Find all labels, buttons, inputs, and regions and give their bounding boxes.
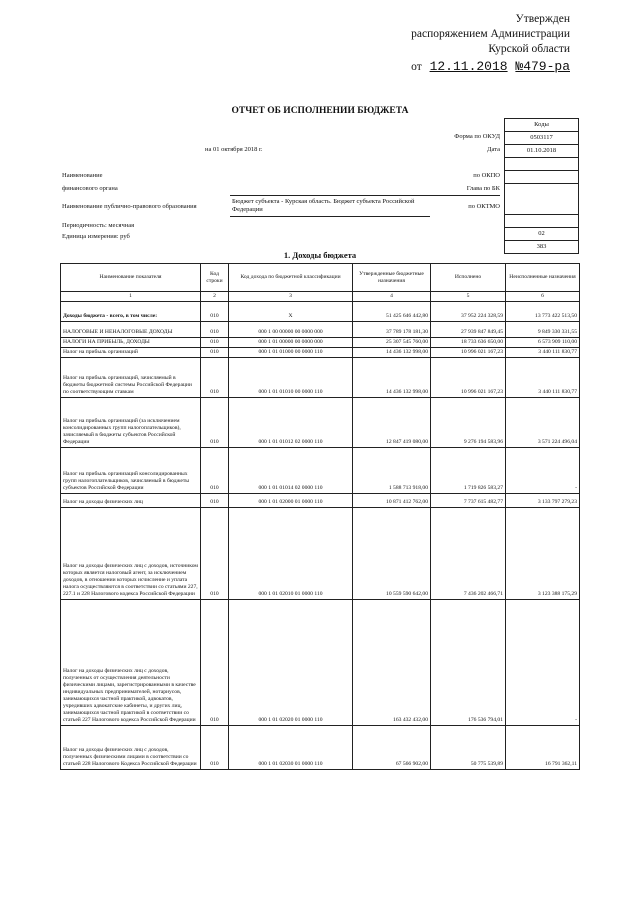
oktmo-value — [505, 184, 578, 215]
row-executed: 50 775 539,89 — [431, 726, 506, 770]
approval-date-line — [350, 59, 570, 75]
row-unexecuted: 3 123 388 175,29 — [506, 508, 580, 600]
row-executed: 27 939 847 849,45 — [431, 322, 506, 338]
row-approved: 51 425 646 442,80 — [353, 302, 431, 322]
col-num-3: 3 — [229, 292, 353, 302]
row-name: Налог на доходы физических лиц — [61, 494, 201, 508]
table-row — [61, 398, 580, 448]
row-code: 000 1 01 00000 00 0000 000 — [229, 338, 353, 348]
row-approved: 25 307 545 760,00 — [353, 338, 431, 348]
row-executed: 7 737 615 482,77 — [431, 494, 506, 508]
row-code: 000 1 01 02000 01 0000 110 — [229, 494, 353, 508]
row-approved: 163 432 432,00 — [353, 600, 431, 726]
approval-date: 12.11.2018 — [429, 59, 508, 74]
row-unexecuted: 16 791 362,11 — [506, 726, 580, 770]
row-unexecuted: 3 440 111 830,77 — [506, 358, 580, 398]
row-line: 010 — [201, 494, 229, 508]
date-label: Дата — [487, 146, 500, 153]
row-name: Доходы бюджета - всего, в том числе: — [61, 302, 201, 322]
row-approved: 1 588 713 918,00 — [353, 448, 431, 494]
bk-label: Глава по БК — [466, 185, 500, 192]
row-name: Налог на доходы физических лиц с доходов, полученных от осуществления деятельности физическими лицами, зарегистрированными в качестве индивидуальных предпринимателей, нотариусов, занимающихся частной практикой, адвокатов, учредивших адвокатские кабинеты, и других лиц, занимающихся частной практикой в соответствии со статьей 227 Налогового кодекса Российской Федерации — [61, 600, 201, 726]
approval-line-3: Курской области — [488, 43, 570, 55]
row-unexecuted: 13 773 422 513,50 — [506, 302, 580, 322]
row-executed: 37 952 224 328,59 — [431, 302, 506, 322]
col-num-1: 1 — [61, 292, 201, 302]
table-row — [61, 494, 580, 508]
row-unexecuted: 3 133 797 279,23 — [506, 494, 580, 508]
approval-line-2: распоряжением Администрации — [411, 28, 570, 40]
row-name: Налог на доходы физических лиц с доходов, полученных физическими лицами в соответствии со статьей 228 Налогового Кодекса Российской Федерации — [61, 726, 201, 770]
pp-value: Бюджет субъекта - Курская область. Бюджет субъекта Российской Федерации — [232, 198, 415, 213]
table-header-row — [61, 264, 580, 292]
row-line: 010 — [201, 302, 229, 322]
unit-label: Единица измерения: руб — [62, 233, 130, 240]
row-code: 000 1 01 01010 00 0000 110 — [229, 358, 353, 398]
row-unexecuted: 9 849 330 331,55 — [506, 322, 580, 338]
col-header-name: Наименование показателя — [61, 264, 201, 292]
row-unexecuted: - — [506, 448, 580, 494]
row-line: 010 — [201, 508, 229, 600]
row-name: Налог на доходы физических лиц с доходов, источником которых является налоговый агент, за исключением доходов, в отношении которых исчисление и уплата налога осуществляются в соответствии со статьями 227, 227.1 и 228 Налогового кодекса Российской Федерации — [61, 508, 201, 600]
row-line: 010 — [201, 600, 229, 726]
row-line: 010 — [201, 348, 229, 358]
pp-underline — [230, 216, 430, 217]
name-label-1: Наименование — [62, 172, 103, 179]
row-code: 000 1 01 01000 00 0000 110 — [229, 348, 353, 358]
row-approved: 10 559 590 642,00 — [353, 508, 431, 600]
row-code: 000 1 01 01012 02 0000 110 — [229, 398, 353, 448]
section-title: 1. Доходы бюджета — [283, 250, 357, 260]
row-name: Налог на прибыль организаций консолидированных групп налогоплательщиков, зачисляемый в бюджеты субъектов Российской Федерации — [61, 448, 201, 494]
table-number-row — [61, 292, 580, 302]
table-row — [61, 302, 580, 322]
row-approved: 37 789 178 181,30 — [353, 322, 431, 338]
row-unexecuted: 3 571 224 496,04 — [506, 398, 580, 448]
okud-label: Форма по ОКУД — [454, 133, 500, 140]
row-unexecuted: 6 573 909 110,00 — [506, 338, 580, 348]
row-executed: 9 276 194 583,96 — [431, 398, 506, 448]
row-line: 010 — [201, 448, 229, 494]
row-approved: 14 436 132 998,00 — [353, 348, 431, 358]
row-code: 000 1 01 02030 01 0000 110 — [229, 726, 353, 770]
row-name: Налог на прибыль организаций (за исключением консолидированных групп налогоплательщиков), зачисляемый в бюджеты субъектов Российской Федерации — [61, 398, 201, 448]
row-approved: 14 436 132 998,00 — [353, 358, 431, 398]
okud-value: 0503117 — [505, 132, 578, 145]
row-name: Налог на прибыль организаций — [61, 348, 201, 358]
col-num-5: 5 — [431, 292, 506, 302]
table-row — [61, 448, 580, 494]
col-header-code: Код дохода по бюджетной классификации — [229, 264, 353, 292]
row-code: 000 1 00 00000 00 0000 000 — [229, 322, 353, 338]
row-name: НАЛОГИ НА ПРИБЫЛЬ, ДОХОДЫ — [61, 338, 201, 348]
row-unexecuted: - — [506, 600, 580, 726]
periodicity-code: 02 — [505, 228, 578, 241]
income-table — [60, 263, 580, 770]
approval-line-1: Утвержден — [515, 13, 570, 25]
row-approved: 67 566 902,00 — [353, 726, 431, 770]
row-line: 010 — [201, 398, 229, 448]
row-executed: 7 436 202 466,71 — [431, 508, 506, 600]
row-line: 010 — [201, 322, 229, 338]
table-row — [61, 726, 580, 770]
row-executed: 1 719 826 583,27 — [431, 448, 506, 494]
row-unexecuted: 3 440 111 830,77 — [506, 348, 580, 358]
row-executed: 10 996 021 167,23 — [431, 358, 506, 398]
row-code: X — [229, 302, 353, 322]
date-value: 01.10.2018 — [505, 145, 578, 158]
unit-code: 383 — [536, 243, 547, 250]
bk-value — [505, 171, 578, 184]
pp-label: Наименование публично-правового образования — [62, 203, 197, 210]
row-executed: 10 996 021 167,23 — [431, 348, 506, 358]
row-line: 010 — [201, 338, 229, 348]
table-row — [61, 358, 580, 398]
row-name: НАЛОГОВЫЕ И НЕНАЛОГОВЫЕ ДОХОДЫ — [61, 322, 201, 338]
row-approved: 12 847 419 080,00 — [353, 398, 431, 448]
row-executed: 18 733 636 650,00 — [431, 338, 506, 348]
col-header-unexecuted: Неисполненные назначения — [506, 264, 580, 292]
table-row — [61, 322, 580, 338]
report-title: ОТЧЕТ ОБ ИСПОЛНЕНИИ БЮДЖЕТА — [231, 106, 409, 116]
row-code: 000 1 01 02010 01 0000 110 — [229, 508, 353, 600]
codes-box — [504, 118, 579, 254]
row-executed: 176 536 794,01 — [431, 600, 506, 726]
table-row — [61, 600, 580, 726]
codes-header: Коды — [505, 119, 578, 132]
blank-cell — [505, 215, 578, 228]
table-row — [61, 338, 580, 348]
okpo-label: по ОКПО — [473, 172, 500, 179]
report-period: на 01 октября 2018 г. — [205, 146, 263, 153]
row-name: Налог на прибыль организаций, зачисляемый в бюджеты бюджетной системы Российской Федерации по соответствующим ставкам — [61, 358, 201, 398]
finorg-underline — [230, 195, 500, 196]
approval-prefix: от — [411, 61, 422, 73]
row-line: 010 — [201, 726, 229, 770]
row-code: 000 1 01 02020 01 0000 110 — [229, 600, 353, 726]
col-header-line: Код строки — [201, 264, 229, 292]
table-row — [61, 508, 580, 600]
approval-number: №479-ра — [515, 59, 570, 74]
row-approved: 10 871 412 762,00 — [353, 494, 431, 508]
name-label-2: финансового органа — [62, 185, 118, 192]
col-header-approved: Утвержденные бюджетные назначения — [353, 264, 431, 292]
row-line: 010 — [201, 358, 229, 398]
col-num-6: 6 — [506, 292, 580, 302]
col-num-4: 4 — [353, 292, 431, 302]
col-header-executed: Исполнено — [431, 264, 506, 292]
periodicity-label: Периодичность: месячная — [62, 222, 135, 229]
table-row — [61, 348, 580, 358]
approval-block — [350, 12, 570, 75]
col-num-2: 2 — [201, 292, 229, 302]
row-code: 000 1 01 01014 02 0000 110 — [229, 448, 353, 494]
okpo-value — [505, 158, 578, 171]
oktmo-label: по ОКТМО — [468, 203, 500, 210]
